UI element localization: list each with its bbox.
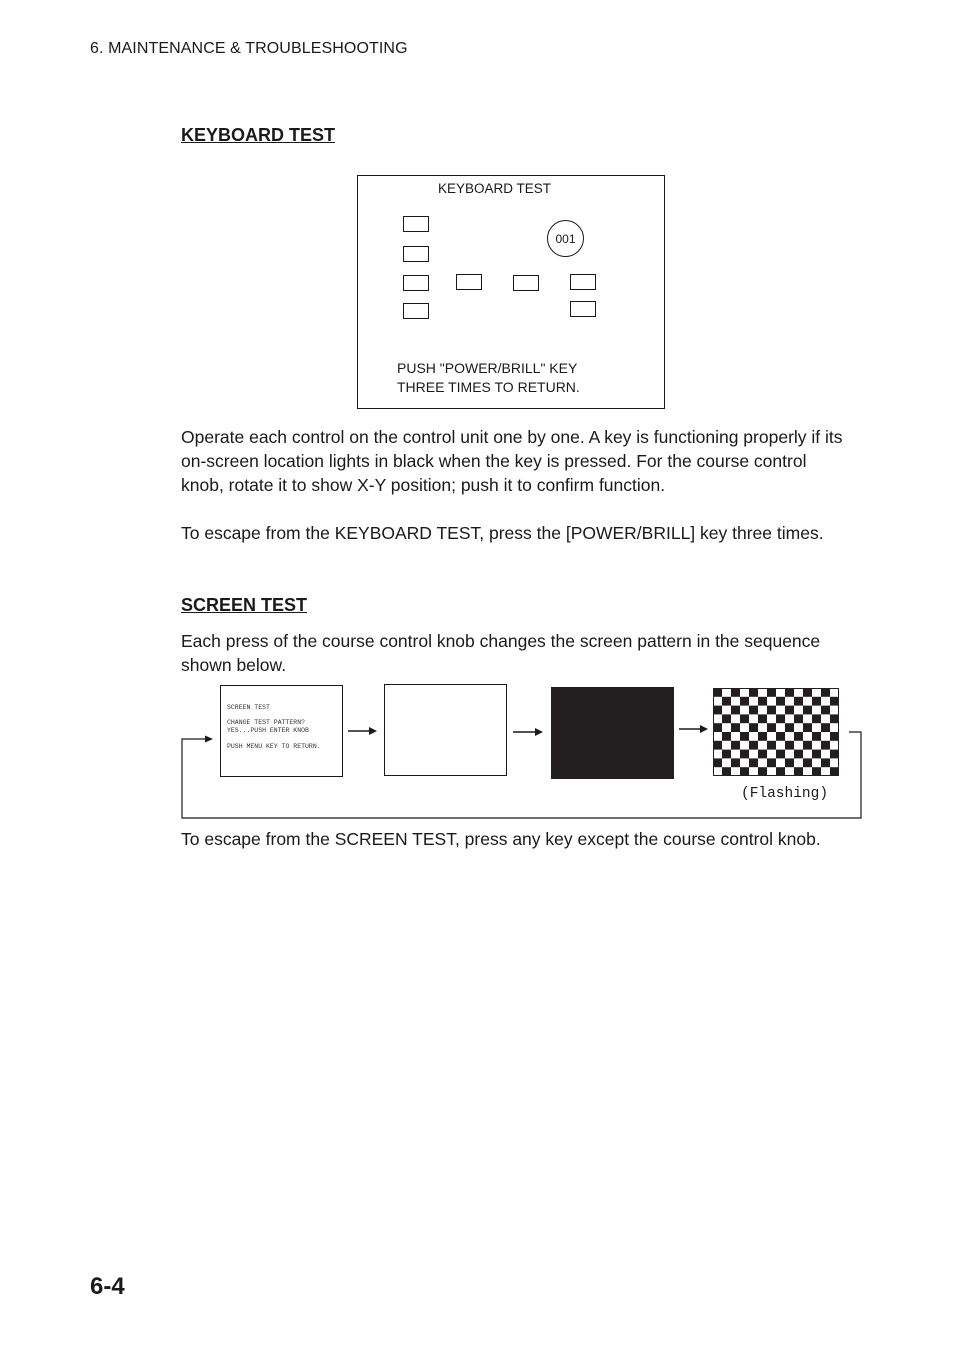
checker-square (713, 706, 722, 715)
checker-square (767, 758, 776, 767)
checker-square (794, 714, 803, 723)
checker-square (794, 732, 803, 741)
checker-square (740, 697, 749, 706)
keyboard-test-message-line: PUSH "POWER/BRILL" KEY (397, 360, 578, 376)
checker-square (731, 741, 740, 750)
checker-square (776, 750, 785, 759)
checker-square (749, 723, 758, 732)
checker-square (812, 697, 821, 706)
checker-square (731, 758, 740, 767)
checker-square (731, 723, 740, 732)
screen-pattern-black (551, 687, 674, 779)
checker-square (794, 767, 803, 776)
screen-pattern-checkerboard (713, 688, 839, 776)
keyboard-test-message-line: THREE TIMES TO RETURN. (397, 379, 580, 395)
checker-square (776, 732, 785, 741)
checker-square (740, 767, 749, 776)
checker-square (749, 688, 758, 697)
checker-square (821, 688, 830, 697)
checker-square (785, 706, 794, 715)
checker-square (713, 741, 722, 750)
checker-square (821, 723, 830, 732)
checker-square (803, 688, 812, 697)
checker-square (749, 741, 758, 750)
screen-menu-line: YES...PUSH ENTER KNOB (227, 727, 309, 734)
checker-square (821, 741, 830, 750)
checker-square (821, 706, 830, 715)
screen-test-heading: SCREEN TEST (181, 595, 308, 615)
checker-square (785, 688, 794, 697)
checker-square (722, 767, 731, 776)
checker-square (722, 732, 731, 741)
flashing-label: (Flashing) (741, 786, 829, 802)
checker-square (758, 697, 767, 706)
checker-square (749, 758, 758, 767)
checker-square (722, 714, 731, 723)
checker-square (821, 758, 830, 767)
checker-square (803, 741, 812, 750)
checker-square (812, 732, 821, 741)
screen-menu-line: SCREEN TEST (227, 704, 270, 711)
checker-square (794, 697, 803, 706)
checker-square (776, 697, 785, 706)
checker-square (776, 714, 785, 723)
checker-square (740, 732, 749, 741)
checker-square (794, 750, 803, 759)
screen-menu-line: PUSH MENU KEY TO RETURN. (227, 743, 321, 750)
checker-square (776, 767, 785, 776)
knob-indicator: 001 (547, 220, 584, 257)
checker-square (713, 723, 722, 732)
checker-square (731, 688, 740, 697)
screen-test-escape-text (181, 827, 851, 875)
checker-square (713, 688, 722, 697)
checker-square (740, 750, 749, 759)
checker-square (830, 767, 839, 776)
checker-square (722, 697, 731, 706)
checker-square (758, 732, 767, 741)
checker-square (722, 750, 731, 759)
screen-test-paragraph: Each press of the course control knob changes the screen pattern in the sequence shown below. (181, 631, 821, 675)
keyboard-test-heading: KEYBOARD TEST (181, 125, 336, 145)
checker-square (830, 732, 839, 741)
keyboard-test-paragraph: To escape from the KEYBOARD TEST, press the [POWER/BRILL] key three times. (181, 523, 824, 543)
checker-square (749, 706, 758, 715)
checker-square (785, 741, 794, 750)
keyboard-test-figure-title: KEYBOARD TEST (438, 181, 552, 196)
screen-pattern-menu (220, 685, 343, 777)
checker-square (713, 758, 722, 767)
checker-square (803, 758, 812, 767)
checker-square (830, 750, 839, 759)
checker-square (758, 750, 767, 759)
checker-square (767, 741, 776, 750)
checker-square (767, 688, 776, 697)
screen-pattern-white (384, 684, 507, 776)
screen-menu-line: CHANGE TEST PATTERN? (227, 719, 306, 726)
running-head: 6. MAINTENANCE & TROUBLESHOOTING (90, 40, 408, 57)
checker-square (740, 714, 749, 723)
checker-square (731, 706, 740, 715)
checker-square (830, 697, 839, 706)
checker-square (758, 714, 767, 723)
keyboard-test-paragraph: Operate each control on the control unit one by one. A key is functioning properly if its on-screen location lights in black when the key is pressed. For the course control knob, rotate it to show X-Y position; push it to confirm function. (181, 427, 843, 495)
checker-square (785, 758, 794, 767)
checker-square (812, 767, 821, 776)
checker-square (830, 714, 839, 723)
page-number: 6-4 (90, 1273, 125, 1300)
checker-square (785, 723, 794, 732)
checker-square (767, 723, 776, 732)
screen-test-paragraph: To escape from the SCREEN TEST, press any key except the course control knob. (181, 829, 821, 849)
checker-square (803, 706, 812, 715)
checker-square (803, 723, 812, 732)
checker-square (758, 767, 767, 776)
checker-square (812, 714, 821, 723)
checker-square (812, 750, 821, 759)
checker-square (767, 706, 776, 715)
